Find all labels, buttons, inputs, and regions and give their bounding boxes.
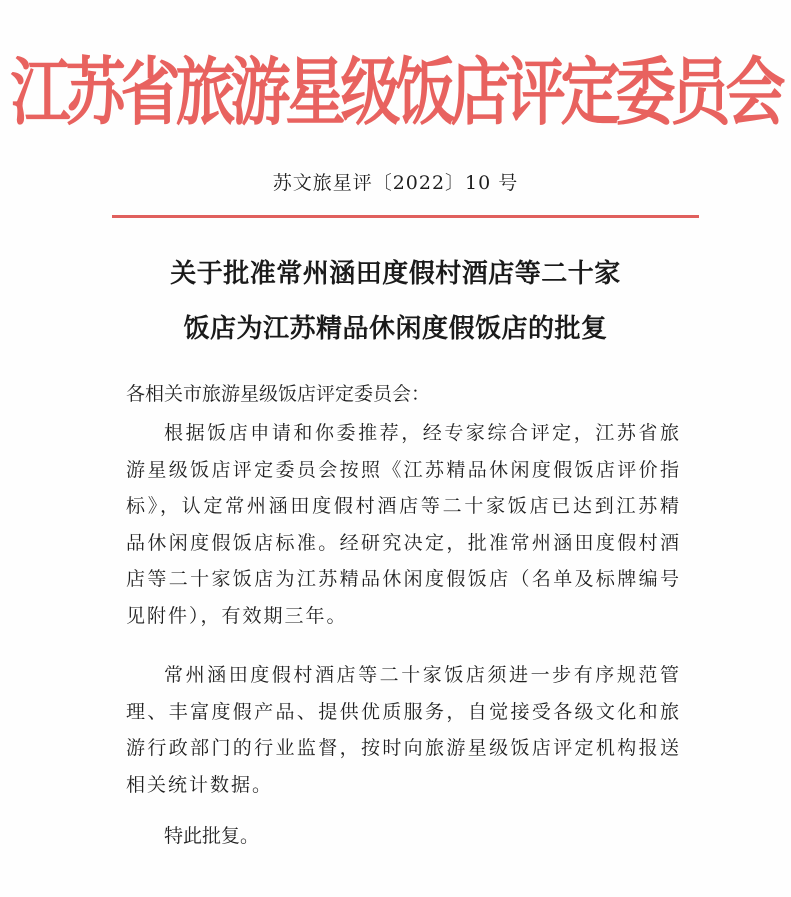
document-number: 苏文旅星评〔2022〕10 号: [272, 172, 519, 194]
salutation: 各相关市旅游星级饭店评定委员会：: [126, 383, 431, 405]
body-paragraph-1: 根据饭店申请和你委推荐，经专家综合评定，江苏省旅游星级饭店评定委员会按照《江苏精品休闲度假饭店评价指标》，认定常州涵田度假村酒店等二十家饭店已达到江苏精品休闲度假饭店标准。经研究决定，批准常州涵田度假村酒店等二十家饭店为江苏精品休闲度假饭店（名单及标牌编号见附件），有效期三年。: [126, 422, 681, 627]
document-title-line-1: 关于批准常州涵田度假村酒店等二十家: [170, 259, 621, 289]
red-divider-line: [112, 215, 699, 218]
body-paragraph-2: 常州涵田度假村酒店等二十家饭店须进一步有序规范管理、丰富度假产品、提供优质服务，自觉接受各级文化和旅游行政部门的行业监督，按时向旅游星级饭店评定机构报送相关统计数据。: [126, 664, 681, 796]
closing-line: 特此批复。: [164, 825, 260, 847]
document-title-line-2: 饭店为江苏精品休闲度假饭店的批复: [183, 314, 608, 344]
issuing-organization-header: 江苏省旅游星级饭店评定委员会: [10, 50, 781, 136]
